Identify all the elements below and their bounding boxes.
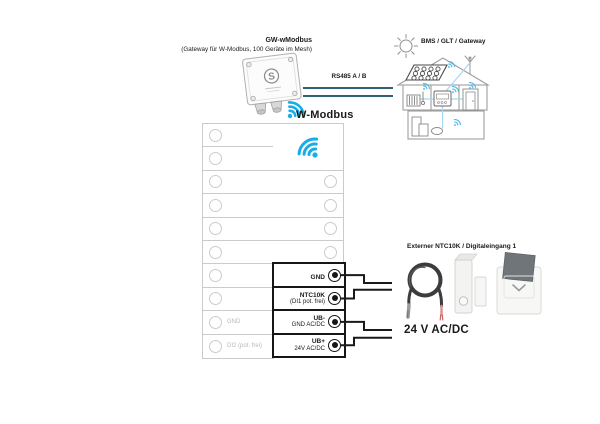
wmodbus-label: W-Modbus	[296, 109, 354, 121]
ub-plus-terminal-label: UB+	[311, 338, 325, 346]
ub-minus-wire	[340, 322, 392, 330]
ntc-cable-sensor-image	[408, 265, 443, 321]
ub-plus-wire	[340, 338, 392, 346]
ub-plus-terminal-sublabel: 24V AC/DC	[294, 345, 325, 352]
bms-label: BMS / GLT / Gateway	[421, 38, 486, 45]
svg-text:S: S	[267, 71, 276, 83]
ub-minus-terminal-label: UB-	[313, 315, 325, 323]
left-gnd-label: GND	[227, 319, 241, 326]
ntc10k-wire	[340, 290, 392, 299]
ntc10k-terminal-label: NTC10K	[299, 291, 325, 299]
device-subtitle: (Gateway für W-Modbus, 100 Geräte im Mesh)	[181, 46, 312, 54]
power-supply-label: 24 V AC/DC	[404, 324, 469, 336]
left-di2-label: DI2 (pot. frei)	[227, 343, 263, 350]
rs485-label: RS485 A / B	[331, 73, 367, 80]
gnd-wire	[340, 275, 392, 283]
gnd-terminal-label: GND	[310, 274, 325, 282]
card-switch-sensor-image	[497, 252, 541, 314]
device-title: GW-wModbus	[265, 37, 312, 44]
sensor-images	[398, 250, 550, 322]
external-input-label: Externer NTC10K / Digitaleingang 1	[407, 243, 517, 250]
ntc10k-terminal-sublabel: (DI1 pot. frei)	[289, 298, 325, 305]
ub-minus-terminal-sublabel: GND AC/DC	[291, 322, 325, 329]
door-contact-sensor-image	[455, 254, 486, 313]
